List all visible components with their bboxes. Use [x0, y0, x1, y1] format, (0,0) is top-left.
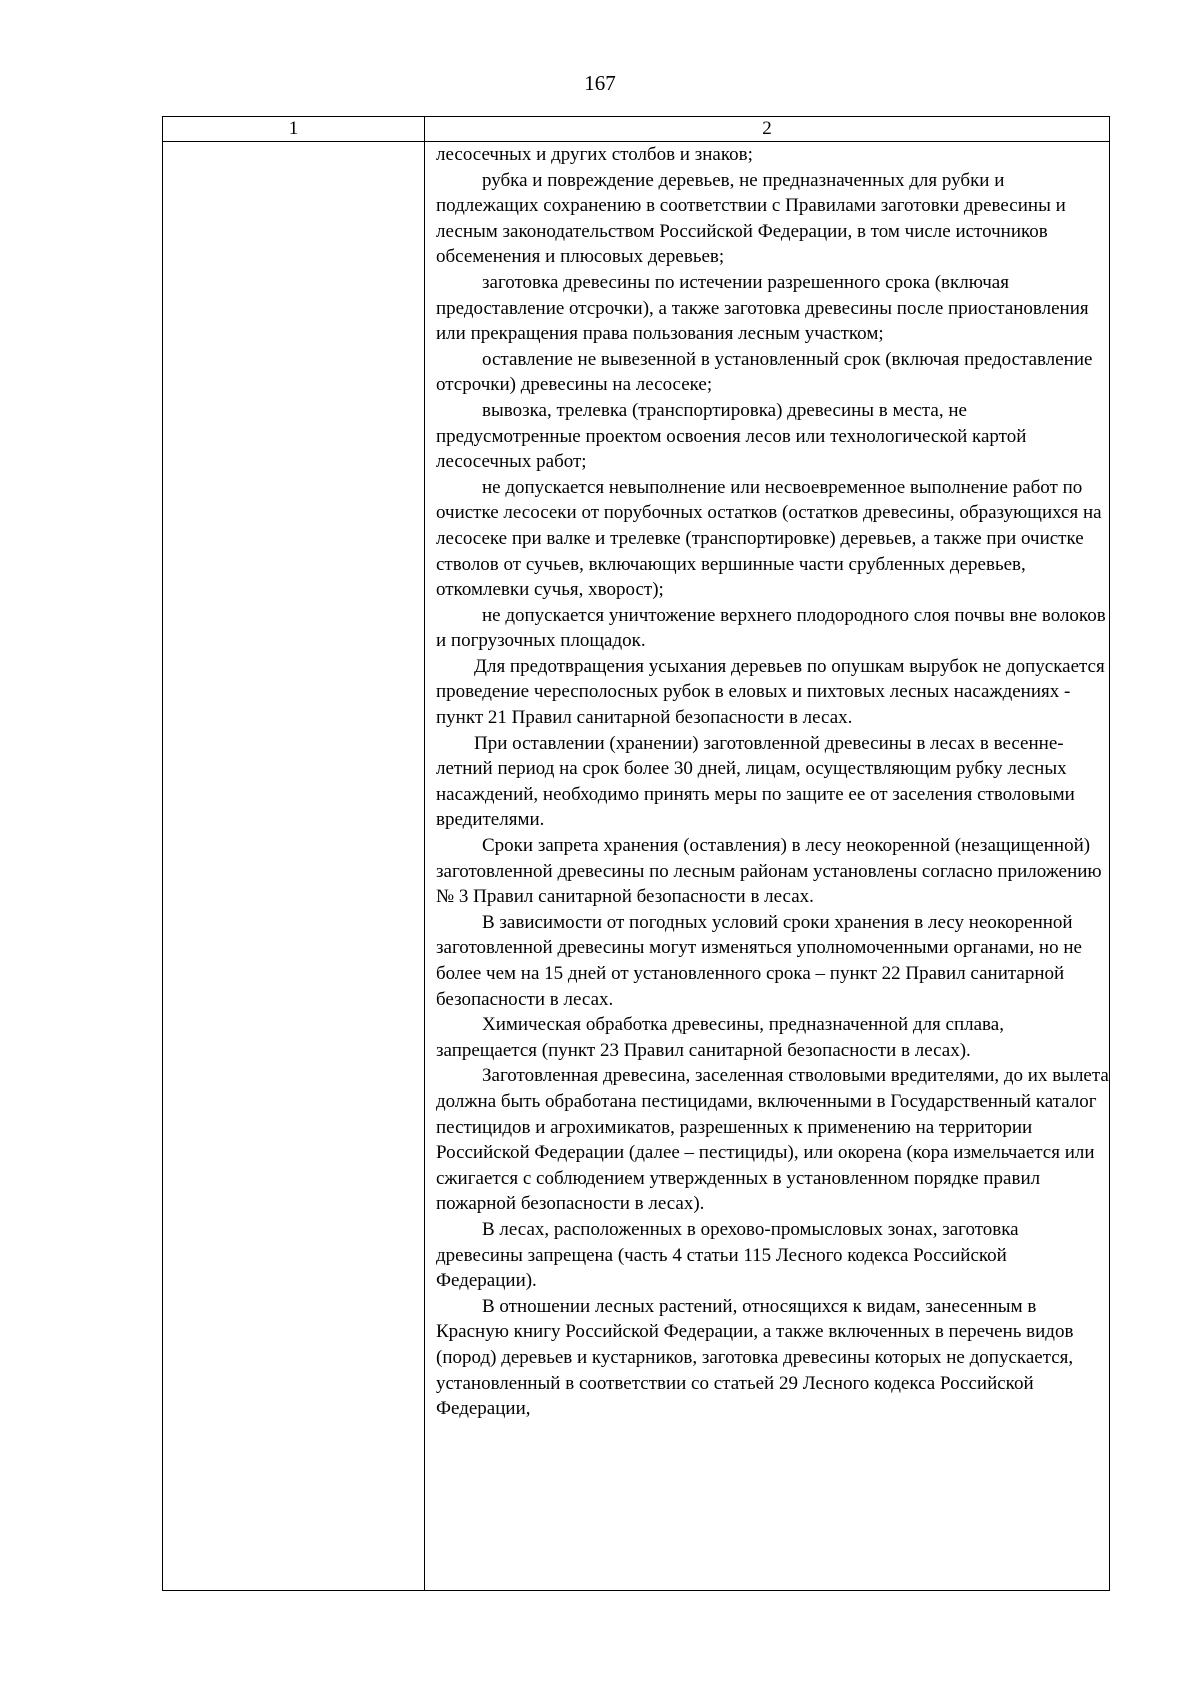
column-1-cell	[163, 142, 425, 1591]
paragraph: рубка и повреждение деревьев, не предназначенных для рубки и подлежащих сохранению в соответствии с Правилами заготовки древесины и лесным законодательством Российской Федерации, в том числе источников обсеменения и плюсовых деревьев;	[436, 169, 1066, 268]
paragraph: В отношении лесных растений, относящихся к видам, занесенным в Красную книгу Российской Федерации, а также включенных в перечень видов (пород) деревьев и кустарников, заготовка древесины которых не допускается, установленный в соответствии со статьей 29 Лесного кодекса Российской Федерации,	[436, 1295, 1074, 1420]
document-table	[162, 116, 1110, 1591]
table-row	[163, 142, 1110, 1591]
table-header-row	[163, 117, 1110, 142]
paragraph: не допускается невыполнение или несвоевременное выполнение работ по очистке лесосеки от порубочных остатков (остатков древесины, образующихся на лесосеке при валке и трелевке (транспортировке) деревьев, а также при очистке стволов от сучьев, включающих вершинные части срубленных деревьев, откомлевки сучья, хворост);	[436, 476, 1102, 601]
paragraph: не допускается уничтожение верхнего плодородного слоя почвы вне волоков и погрузочных площадок.	[436, 604, 1106, 652]
paragraph: Заготовленная древесина, заселенная стволовыми вредителями, до их вылета должна быть обработана пестицидами, включенными в Государственный каталог пестицидов и агрохимикатов, разрешенных к применению на территории Российской Федерации (далее – пестициды), или окорена (кора измельчается или сжигается с соблюдением утвержденных в установленном порядке правил пожарной безопасности в лесах).	[436, 1065, 1109, 1215]
paragraph: лесосечных и других столбов и знаков;	[436, 144, 753, 165]
paragraph: При оставлении (хранении) заготовленной древесины в лесах в весенне-летний период на срок более 30 дней, лицам, осуществляющим рубку лесных насаждений, необходимо принять меры по защите ее от заселения стволовыми вредителями.	[436, 732, 1075, 831]
column-2-cell	[425, 142, 1110, 1591]
paragraph: В лесах, расположенных в орехово-промысловых зонах, заготовка древесины запрещена (часть 4 статьи 115 Лесного кодекса Российской Федерации).	[436, 1218, 1019, 1292]
paragraph: Химическая обработка древесины, предназначенной для сплава, запрещается (пункт 23 Правил санитарной безопасности в лесах).	[436, 1014, 1004, 1061]
paragraph: В зависимости от погодных условий сроки хранения в лесу неокоренной заготовленной древесины могут изменяться уполномоченными органами, но не более чем на 15 дней от установленного срока – пункт 22 Правил санитарной безопасности в лесах.	[436, 911, 1082, 1010]
page-number: 167	[584, 71, 616, 95]
column-header-1: 1	[163, 117, 425, 142]
paragraph: вывозка, трелевка (транспортировка) древесины в места, не предусмотренные проектом освоения лесов или технологической картой лесосечных работ;	[436, 399, 1027, 473]
paragraph: Сроки запрета хранения (оставления) в лесу неокоренной (незащищенной) заготовленной древесины по лесным районам установлены согласно приложению № 3 Правил санитарной безопасности в лесах.	[436, 835, 1102, 908]
paragraph: Для предотвращения усыхания деревьев по опушкам вырубок не допускается проведение чересполосных рубок в еловых и пихтовых лесных насаждениях - пункт 21 Правил санитарной безопасности в лесах.	[436, 655, 1105, 729]
paragraph: заготовка древесины по истечении разрешенного срока (включая предоставление отсрочки), а также заготовка древесины после приостановления или прекращения права пользования лесным участком;	[436, 271, 1089, 345]
paragraph: оставление не вывезенной в установленный срок (включая предоставление отсрочки) древесины на лесосеке;	[436, 348, 1093, 396]
column-header-2: 2	[425, 117, 1110, 142]
